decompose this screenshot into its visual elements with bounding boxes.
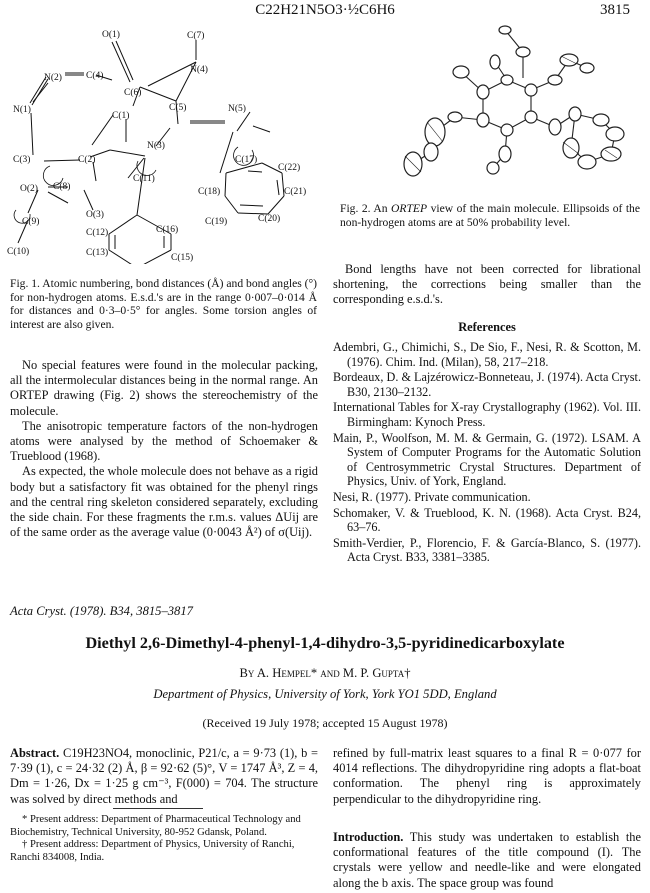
atom-N2: N(2) xyxy=(44,73,62,83)
atom-C7: C(7) xyxy=(187,31,205,41)
atom-C3: C(3) xyxy=(13,155,31,165)
reference-item: Bordeaux, D. & Lajzérowicz-Bonneteau, J. (1974). Acta Cryst. B30, 2130–2132. xyxy=(333,370,641,399)
footnote-2: † Present address: Department of Physics, University of Ranchi, Ranchi 834008, India. xyxy=(10,839,295,863)
atom-C19: C(19) xyxy=(205,217,228,227)
footnotes xyxy=(10,814,318,864)
reference-item: Smith-Verdier, P., Florencio, F. & García-Blanco, S. (1977). Acta Cryst. B33, 3381–3385. xyxy=(333,535,641,565)
abstract-label: Abstract. xyxy=(10,746,60,760)
introduction xyxy=(333,830,641,891)
atom-C4: C(4) xyxy=(86,71,104,81)
atom-C5: C(5) xyxy=(169,103,187,113)
paragraph-anisotropic: The anisotropic temperature factors of the non-hydrogen atoms were analysed by the method of Schoemaker & Trueblood (1968). xyxy=(10,418,318,464)
figure-1-caption-text: Atomic numbering, bond distances (Å) and bond angles (°) for non-hydrogen atoms. E.s.d.'s are in the range 0·007–0·014 Å for distances and 0·3–0·5° for angles. Some torsion angles of interest are also given. xyxy=(10,277,318,331)
article-title: Diethyl 2,6-Dimethyl-4-phenyl-1,4-dihydro-3,5-pyridinedicarboxylate xyxy=(85,634,565,652)
references-list xyxy=(333,340,641,566)
introduction-label: Introduction. xyxy=(333,830,404,844)
abstract-right xyxy=(333,746,641,807)
atom-C11: C(11) xyxy=(133,174,155,184)
atom-O1: O(1) xyxy=(102,30,120,40)
reference-item: Adembri, G., Chimichi, S., De Sio, F., Nesi, R. & Scotton, M. (1976). Chim. Ind. (Milan), 58, 217–218. xyxy=(333,340,641,369)
atom-N4: N(4) xyxy=(190,65,208,75)
atom-N5: N(5) xyxy=(228,104,246,114)
reference-item: Main, P., Woolfson, M. M. & Germain, G. (1972). LSAM. A System of Computer Programs for the Automatic Solution of Centrosymmetric Crystal Structures. Department of Physics, Univ. of York, England. xyxy=(333,430,641,489)
atom-C16: C(16) xyxy=(156,225,179,235)
paragraph-packing: No special features were found in the molecular packing, all the intermolecular distances being in the normal range. An ORTEP drawing (Fig. 2) shows the stereochemistry of the molecule. xyxy=(10,358,318,418)
article-received: (Received 19 July 1978; accepted 15 August 1978) xyxy=(202,716,448,730)
atom-C10: C(10) xyxy=(7,247,30,257)
atom-C6: C(6) xyxy=(124,88,142,98)
atom-C12: C(12) xyxy=(86,228,109,238)
footnote-rule xyxy=(113,808,203,809)
figure-1-caption xyxy=(10,277,317,331)
atom-C1: C(1) xyxy=(112,111,130,121)
abstract-left xyxy=(10,746,318,807)
figure-1-bond-diagram xyxy=(0,22,330,264)
atom-C22: C(22) xyxy=(278,163,301,173)
atom-C18: C(18) xyxy=(198,187,221,197)
atom-C8: C(8) xyxy=(53,182,71,192)
atom-N3: N(3) xyxy=(147,141,165,151)
article-citation: Acta Cryst. (1978). B34, 3815–3817 xyxy=(10,604,193,618)
figure-1-label: Fig. 1. xyxy=(10,277,40,290)
page-number: 3815 xyxy=(600,2,630,18)
atom-C21: C(21) xyxy=(284,187,307,197)
atom-C9: C(9) xyxy=(22,217,40,227)
figure-2-caption-pre: An xyxy=(373,202,392,215)
figure-2-caption-post: view of the main molecule. Ellipsoids of the non-hydrogen atoms are at 50% probability level. xyxy=(340,202,640,229)
references-heading: References xyxy=(458,320,516,334)
figure-2-ortep-drawing xyxy=(355,22,645,202)
article-authors: By A. Hempel* and M. P. Gupta† xyxy=(239,666,411,680)
paragraph-bond-lengths: Bond lengths have not been corrected for librational shortening, the corrections being smaller than the corresponding e.s.d.'s. xyxy=(333,262,641,307)
atom-C13: C(13) xyxy=(86,248,109,258)
article-affiliation: Department of Physics, University of York, York YO1 5DD, England xyxy=(153,687,497,701)
introduction-text: This study was undertaken to establish the conformational features of the title compound (I). The crystals were yellow and needle-like and were elongated along the b axis. The space group was found xyxy=(333,830,642,890)
atom-C20: C(20) xyxy=(258,214,281,224)
running-header-formula: C22H21N5O3·½C6H6 xyxy=(255,2,395,18)
left-column-text xyxy=(10,358,318,540)
atom-C2: C(2) xyxy=(78,155,96,165)
atom-N1: N(1) xyxy=(13,105,31,115)
atom-O2: O(2) xyxy=(20,184,38,194)
reference-item: Nesi, R. (1977). Private communication. xyxy=(333,489,531,504)
figure-2-caption-em: ORTEP xyxy=(391,202,428,215)
footnote-1: * Present address: Department of Pharmaceutical Technology and Biochemistry, Technical University, 80-952 Gdansk, Poland. xyxy=(10,814,301,838)
atom-C15: C(15) xyxy=(171,253,194,263)
reference-item: Schomaker, V. & Trueblood, K. N. (1968). Acta Cryst. B24, 63–76. xyxy=(333,505,641,535)
figure-2-label: Fig. 2. xyxy=(340,202,371,215)
abstract-right-text: refined by full-matrix least squares to a final R = 0·077 for 4014 reflections. The dihydropyridine ring adopts a flat-boat conformation. The phenyl ring is approximately perpendicular to the dihydropyridine ring. xyxy=(333,746,641,806)
atom-O3: O(3) xyxy=(86,210,104,220)
figure-2-caption xyxy=(340,202,640,229)
abstract-left-text: C19H23NO4, monoclinic, P21/c, a = 9·73 (1), b = 7·39 (1), c = 24·32 (2) Å, β = 92·62 (5)°, V = 1747 Å³, Z = 4, Dm = 1·26, Dx = 1·25 g cm⁻³, F(000) = 704. The structure was solved by direct methods and xyxy=(10,746,318,806)
right-column-text xyxy=(333,262,641,308)
reference-item: International Tables for X-ray Crystallography (1962). Vol. III. Birmingham: Kynoch Press. xyxy=(333,400,641,429)
paragraph-rigid-body: As expected, the whole molecule does not behave as a rigid body but a satisfactory fit was obtained for the phenyl rings and the central ring skeleton considered separately, excluding the side chain. For these fragments the r.m.s. values ΔUij are of the same order as the average value (0·0043 Å²) of σ(Uij). xyxy=(10,464,318,540)
atom-C17: C(17) xyxy=(235,155,258,165)
